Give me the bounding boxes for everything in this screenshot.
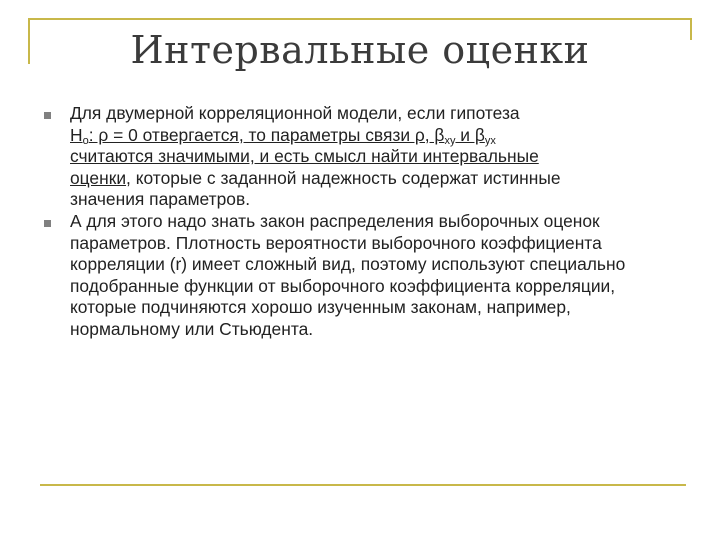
h0-subscript: o <box>82 134 89 147</box>
bullet1-line4-underlined: оценки <box>70 167 127 188</box>
bullet1-line5: значения параметров. <box>70 189 251 210</box>
frame-bottom-line <box>40 484 686 486</box>
bullet-item-distribution <box>44 211 664 341</box>
square-bullet-icon <box>44 220 51 227</box>
bullet1-and-text: и β <box>455 124 485 145</box>
beta-xy-subscript: xy <box>444 134 456 147</box>
bullet1-line1: Для двумерной корреляционной модели, если гипотеза <box>70 103 520 123</box>
bullet1-line4-rest: , которые с заданной надежность содержат истинные <box>126 167 561 188</box>
frame-top-line <box>28 18 692 20</box>
bullet1-line3: считаются значимыми, и есть смысл найти интервальные <box>70 146 539 167</box>
bullet-item-hypothesis <box>44 103 664 211</box>
beta-yx-subscript: yx <box>484 134 496 147</box>
square-bullet-icon <box>44 112 51 119</box>
h0-symbol: H <box>70 124 83 145</box>
bullet2-text: А для этого надо знать закон распределения выборочных оценок параметров. Плотность вероятности выборочного коэффициента корреляции (r) имеет сложный вид, поэтому используют специально подобранные функции от выборочного коэффициента корреляции, которые подчиняются хорошо изученным законам, например, нормальному или Стьюдента. <box>70 210 626 339</box>
bullet1-line2 <box>70 125 496 145</box>
bullet1-mid-text: : ρ = 0 отвергается, то параметры связи ρ, β <box>88 124 445 145</box>
bullet-list <box>44 103 664 341</box>
slide-title: Интервальные оценки <box>130 28 590 72</box>
